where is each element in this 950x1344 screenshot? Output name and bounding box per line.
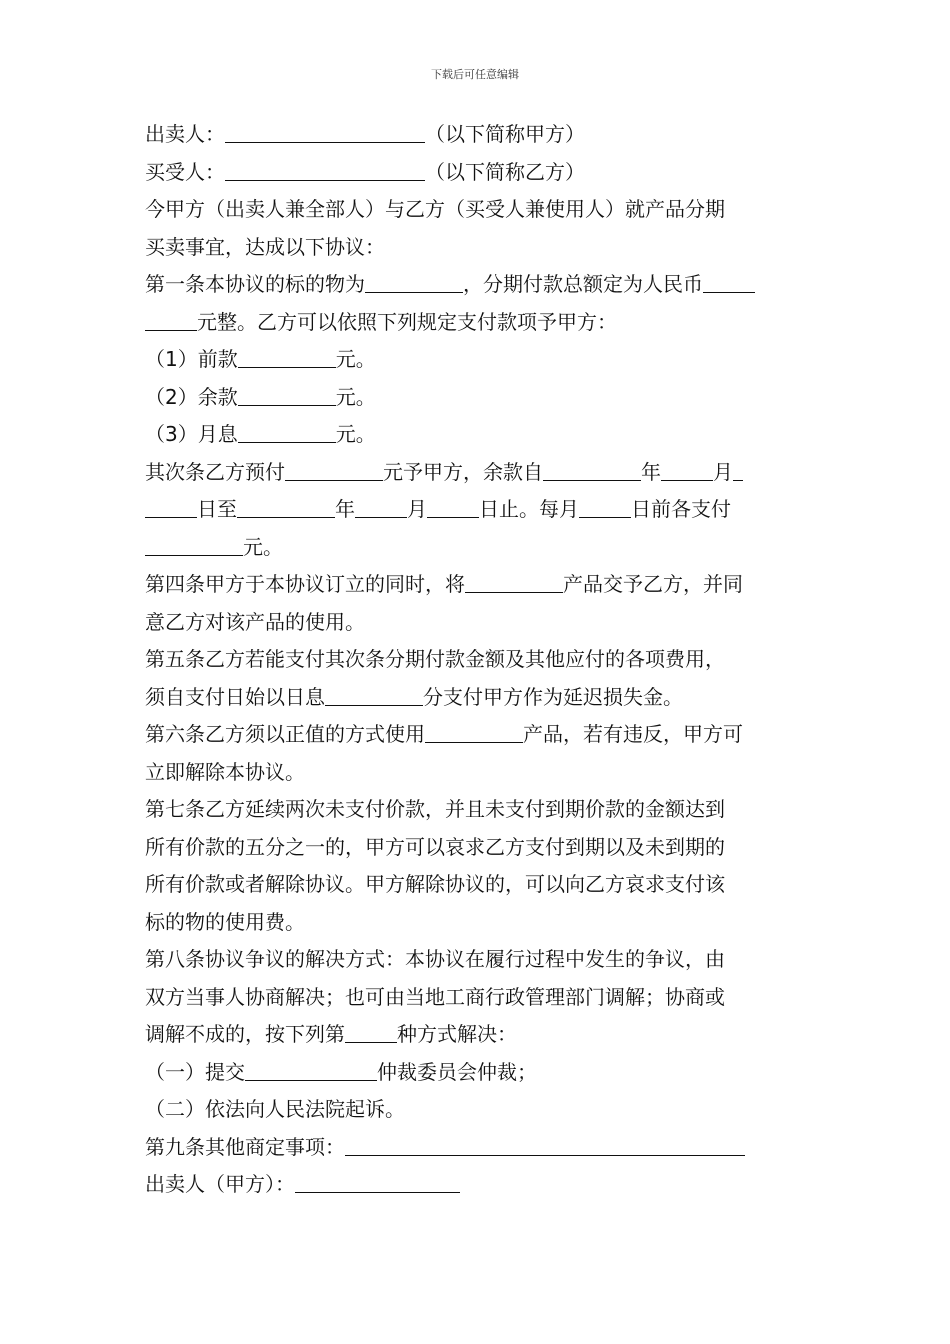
seller-line: 出卖人： （以下简称甲方） — [145, 122, 585, 146]
article-4-line: 第四条甲方于本协议订立的同时，将 产品交予乙方，并同 — [145, 572, 743, 596]
article-9-line: 第九条其他商定事项： — [145, 1129, 810, 1167]
seller-signature-line: 出卖人（甲方）： — [145, 1166, 810, 1204]
arbitration-line: （一）提交 仲裁委员会仲裁； — [145, 1059, 537, 1084]
article-2-line-2: 日至 年 月 日止。每月 日前各支付 — [145, 491, 810, 529]
start-year-blank — [543, 459, 641, 481]
product-use-blank — [425, 721, 523, 743]
buyer-blank — [225, 159, 425, 181]
article-1-line-2: 元整。乙方可以依照下列规定支付款项予甲方： — [145, 304, 810, 342]
preamble-line-2: 买卖事宜，达成以下协议： — [145, 234, 385, 259]
down-payment-blank — [238, 346, 336, 368]
down-payment-line: （1）前款 元。 — [145, 347, 376, 371]
article-7-line-4: 标的物的使用费。 — [145, 909, 305, 934]
daily-interest-blank — [325, 684, 423, 706]
article-2-line-3: 元。 — [145, 529, 810, 567]
article-2-line: 其次条乙方预付 元予甲方，余款自 年 月 — [145, 454, 810, 492]
article-5-line: 第五条乙方若能支付其次条分期付款金额及其他应付的各项费用， — [145, 647, 725, 671]
other-matters-blank — [345, 1134, 745, 1156]
total-amount-blank-2 — [145, 309, 197, 331]
end-year-blank — [237, 496, 335, 518]
prepay-blank — [285, 459, 383, 481]
arbitration-blank — [245, 1059, 377, 1081]
litigation-line: （二）依法向人民法院起诉。 — [145, 1097, 405, 1121]
product-blank — [465, 571, 563, 593]
end-day-blank — [427, 496, 479, 518]
article-7-line: 第七条乙方延续两次未支付价款，并且未支付到期价款的金额达到 — [145, 797, 725, 821]
start-month-blank — [661, 459, 713, 481]
monthly-amount-blank — [145, 534, 243, 556]
article-7-line-3: 所有价款或者解除协议。甲方解除协议的，可以向乙方哀求支付该 — [145, 872, 725, 896]
seller-blank — [225, 121, 425, 143]
article-6-line-2: 立即解除本协议。 — [145, 759, 305, 784]
method-number-blank — [345, 1021, 397, 1043]
article-6-line: 第六条乙方须以正值的方式使用 产品，若有违反，甲方可 — [145, 722, 743, 746]
subject-blank — [365, 271, 463, 293]
article-8-line-2: 双方当事人协商解决；也可由当地工商行政管理部门调解；协商或 — [145, 984, 725, 1009]
start-day-blank — [733, 459, 743, 481]
article-7-line-2: 所有价款的五分之一的，甲方可以哀求乙方支付到期以及未到期的 — [145, 834, 725, 859]
article-5-line-2: 须自支付日始以日息 分支付甲方作为延迟损失金。 — [145, 684, 683, 709]
page-header: 下载后可任意编辑 — [431, 68, 519, 81]
total-amount-blank — [703, 271, 755, 293]
seller-signature-blank — [295, 1171, 460, 1193]
start-day-blank-2 — [145, 496, 197, 518]
balance-line: （2）余款 元。 — [145, 384, 376, 409]
article-8-line: 第八条协议争议的解决方式：本协议在履行过程中发生的争议，由 — [145, 947, 725, 971]
buyer-line: 买受人： （以下简称乙方） — [145, 159, 585, 184]
end-month-blank — [355, 496, 407, 518]
balance-blank — [238, 384, 336, 406]
article-1-line: 第一条本协议的标的物为 ，分期付款总额定为人民币 — [145, 266, 810, 304]
contract-body — [145, 116, 810, 1204]
preamble-line: 今甲方（出卖人兼全部人）与乙方（买受人兼使用人）就产品分期 — [145, 197, 725, 221]
monthly-day-blank — [579, 496, 631, 518]
article-8-line-3: 调解不成的，按下列第 种方式解决： — [145, 1022, 517, 1046]
interest-blank — [238, 421, 336, 443]
interest-line: （3）月息 元。 — [145, 422, 376, 446]
article-4-line-2: 意乙方对该产品的使用。 — [145, 609, 365, 634]
